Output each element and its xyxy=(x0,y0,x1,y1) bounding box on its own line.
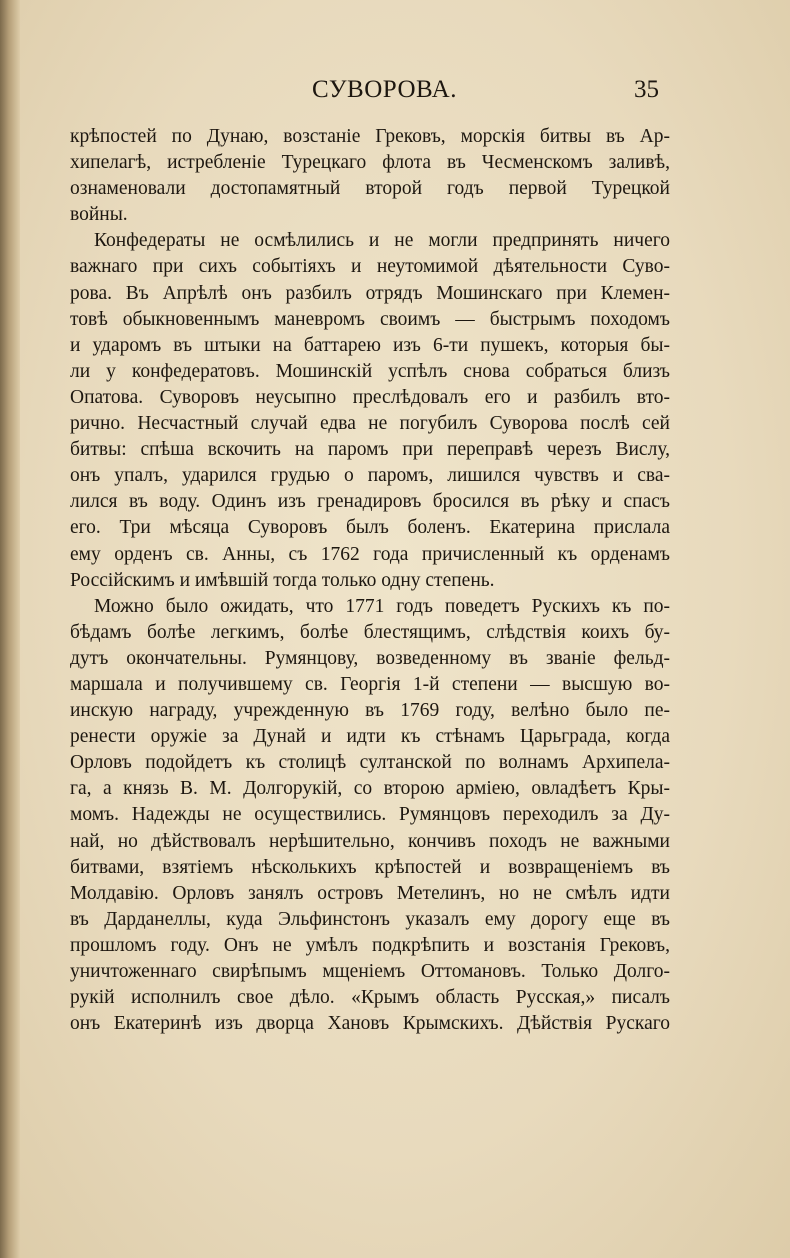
text-line: ему орденъ св. Анны, съ 1762 года причисленный къ орденамъ xyxy=(70,543,670,565)
text-line: га, а князь В. М. Долгорукій, со второю арміею, овладѣетъ Кры- xyxy=(70,778,670,800)
page-spine-edge xyxy=(0,0,20,1258)
text-line: Молдавію. Орловъ занялъ островъ Метелинъ, но не смѣлъ идти xyxy=(70,882,670,904)
running-head: СУВОРОВА. xyxy=(312,76,457,103)
text-line: хипелагѣ, истребленіе Турецкаго флота въ Чесменскомъ заливѣ, xyxy=(70,152,670,174)
text-line: битвами, взятіемъ нѣсколькихъ крѣпостей и возвращеніемъ въ xyxy=(70,856,670,878)
text-line: рично. Несчастный случай едва не погубилъ Суворова послѣ сей xyxy=(70,413,670,435)
text-line: рова. Въ Апрѣлѣ онъ разбилъ отрядъ Мошинскаго при Клемен- xyxy=(70,282,670,304)
text-line: ознаменовали достопамятный второй годъ первой Турецкой xyxy=(70,178,670,200)
text-line: Можно было ожидать, что 1771 годъ поведетъ Рускихъ къ по- xyxy=(94,595,670,617)
text-line: Конфедераты не осмѣлились и не могли предпринять ничего xyxy=(94,230,670,252)
text-line: онъ упалъ, ударился грудью о паромъ, лишился чувствъ и сва- xyxy=(70,465,670,487)
text-line: маршала и получившему св. Георгія 1-й степени — высшую во- xyxy=(70,673,670,695)
text-line: битвы: спѣша вскочить на паромъ при переправѣ черезъ Вислу, xyxy=(70,439,670,461)
text-line: прошломъ году. Онъ не умѣлъ подкрѣпить и возстанія Грековъ, xyxy=(70,934,670,956)
text-line: Опатова. Суворовъ неусыпно преслѣдовалъ его и разбилъ вто- xyxy=(70,386,670,408)
text-line: и ударомъ въ штыки на баттарею изъ 6-ти пушекъ, которыя бы- xyxy=(70,334,670,356)
text-line: ренести оружіе за Дунай и идти къ стѣнамъ Царьграда, когда xyxy=(70,726,670,748)
text-line: товѣ обыкновеннымъ маневромъ своимъ — быстрымъ походомъ xyxy=(70,308,670,330)
text-line: онъ Екатеринѣ изъ дворца Хановъ Крымскихъ. Дѣйствія Рускаго xyxy=(70,1013,670,1035)
text-line: рукій исполнилъ свое дѣло. «Крымъ область Русская,» писалъ xyxy=(70,987,670,1009)
text-line: Орловъ подойдетъ къ столицѣ султанской по волнамъ Архипела- xyxy=(70,752,670,774)
text-line: бѣдамъ болѣе легкимъ, болѣе блестящимъ, слѣдствія коихъ бу- xyxy=(70,621,670,643)
text-line: Россійскимъ и имѣвшій тогда только одну степень. xyxy=(70,569,495,591)
paragraph xyxy=(70,124,670,228)
text-line: момъ. Надежды не осуществились. Румянцовъ переходилъ за Ду- xyxy=(70,804,670,826)
text-line: его. Три мѣсяца Суворовъ былъ боленъ. Екатерина прислала xyxy=(70,517,670,539)
text-line: въ Дарданеллы, куда Эльфинстонъ указалъ ему дорогу еще въ xyxy=(70,908,670,930)
text-line: дутъ окончательны. Румянцову, возведенному въ званіе фельд- xyxy=(70,647,670,669)
text-line: войны. xyxy=(70,204,128,226)
text-line: ли у конфедератовъ. Мошинскій успѣлъ снова собраться близъ xyxy=(70,360,670,382)
text-line: важнаго при сихъ событіяхъ и неутомимой дѣятельности Суво- xyxy=(70,256,670,278)
paragraph xyxy=(70,594,670,1038)
paragraph xyxy=(70,228,670,593)
text-line: инскую награду, учрежденную въ 1769 году, велѣно было пе- xyxy=(70,700,670,722)
page-number: 35 xyxy=(634,76,659,103)
text-line: най, но дѣйствовалъ нерѣшительно, кончивъ походъ не важными xyxy=(70,830,670,852)
body-text xyxy=(70,124,670,1037)
text-line: уничтоженнаго свирѣпымъ мщеніемъ Оттомановъ. Только Долго- xyxy=(70,961,670,982)
text-line: крѣпостей по Дунаю, возстаніе Грековъ, морскія битвы въ Ар- xyxy=(70,126,670,147)
page-header xyxy=(0,76,790,112)
text-line: лился въ воду. Одинъ изъ гренадировъ бросился въ рѣку и спасъ xyxy=(70,491,670,513)
